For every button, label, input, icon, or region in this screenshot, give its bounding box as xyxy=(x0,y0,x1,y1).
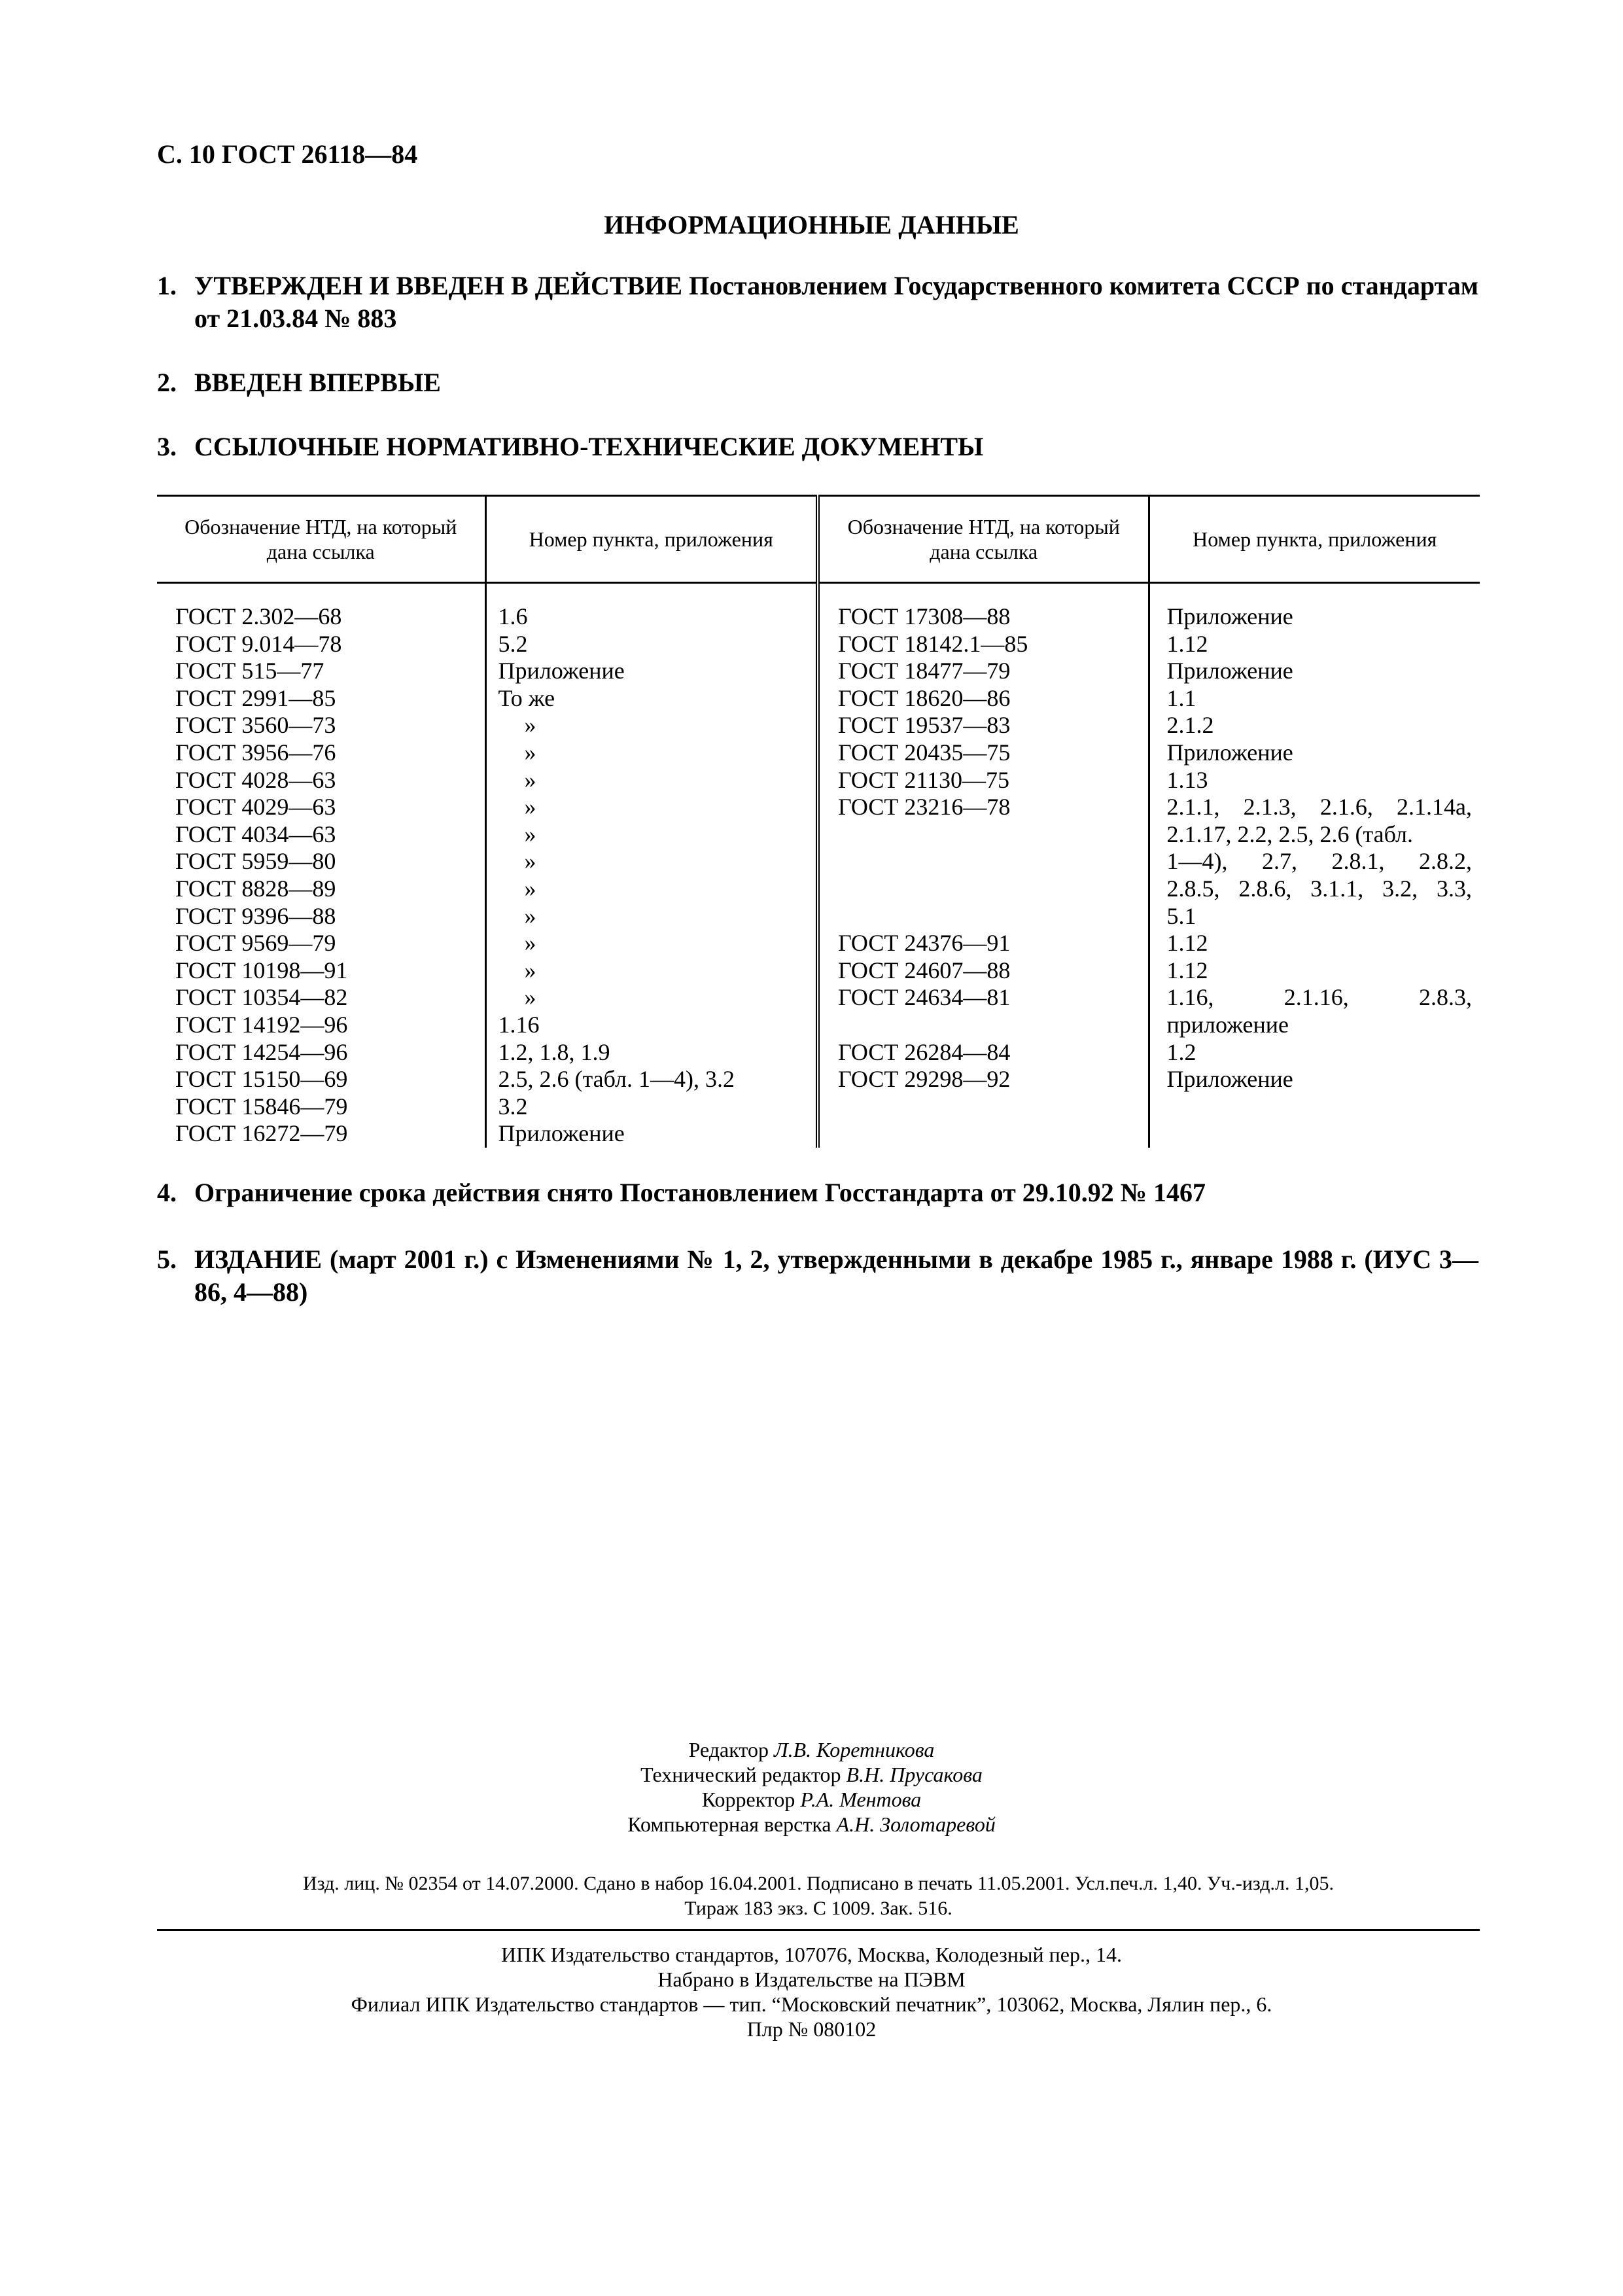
item-1 xyxy=(157,270,1478,335)
table-body-row xyxy=(157,583,1480,1148)
doc-designation: ГОСТ 29298—92 xyxy=(838,1066,1011,1093)
header-ref-right: Номер пункта, приложения xyxy=(1149,496,1480,583)
doc-designation: ГОСТ 3560—73 xyxy=(175,712,336,739)
doc-designation: ГОСТ 9396—88 xyxy=(175,902,336,929)
header-ref-left: Номер пункта, приложения xyxy=(485,496,818,583)
item-number: 5. xyxy=(157,1245,177,1274)
clause-reference: 2.1.17, 2.2, 2.5, 2.6 (табл. xyxy=(1166,821,1414,847)
credit-editor xyxy=(0,1737,1623,1762)
doc-designation: ГОСТ 14192—96 xyxy=(175,1011,348,1038)
left-ref-column xyxy=(485,583,818,1148)
right-doc-column xyxy=(818,583,1149,1148)
doc-designation: ГОСТ 18142.1—85 xyxy=(838,630,1028,657)
doc-designation: ГОСТ 18477—79 xyxy=(838,658,1011,684)
doc-designation: ГОСТ 24634—81 xyxy=(838,984,1011,1011)
doc-designation: ГОСТ 16272—79 xyxy=(175,1120,348,1147)
doc-designation: ГОСТ 5959—80 xyxy=(175,848,336,875)
doc-designation: ГОСТ 2.302—68 xyxy=(175,603,342,629)
item-text: УТВЕРЖДЕН И ВВЕДЕН В ДЕЙСТВИЕ Постановлением Государственного комитета СССР по стандартам от 21.03.84 № 883 xyxy=(194,271,1478,333)
clause-reference: 1.12 xyxy=(1166,630,1208,657)
clause-reference: Приложение xyxy=(1166,603,1293,629)
clause-reference: 1.16 xyxy=(498,1011,540,1038)
credit-corrector xyxy=(0,1787,1623,1812)
credit-name: А.Н. Золотаревой xyxy=(836,1812,996,1836)
clause-reference: 1—4), 2.7, 2.8.1, 2.8.2, xyxy=(1166,848,1472,875)
clause-reference: 2.1.1, 2.1.3, 2.1.6, 2.1.14а, xyxy=(1166,794,1472,821)
doc-designation: ГОСТ 24607—88 xyxy=(838,957,1011,983)
clause-reference: 2.1.2 xyxy=(1166,712,1214,739)
clause-reference: приложение xyxy=(1166,1011,1289,1038)
imprint-block xyxy=(157,1871,1480,1921)
credit-name: Л.В. Коретникова xyxy=(773,1738,935,1761)
publisher-line: Филиал ИПК Издательство стандартов — тип. “Московский печатник”, 103062, Москва, Лялин пер., 6. xyxy=(351,1992,1272,2016)
clause-reference: » xyxy=(524,984,536,1011)
clause-reference: » xyxy=(524,739,536,766)
doc-designation xyxy=(820,1093,1148,1121)
clause-reference: 2.8.5, 2.8.6, 3.1.1, 3.2, 3.3, xyxy=(1166,875,1472,902)
item-number: 2. xyxy=(157,368,177,397)
clause-reference: » xyxy=(524,930,536,957)
clause-reference: 1.2 xyxy=(1166,1038,1196,1065)
header-doc-right: Обозначение НТД, на который дана ссылка xyxy=(818,496,1149,583)
clause-reference: Приложение xyxy=(498,1120,625,1147)
clause-reference: 3.2 xyxy=(498,1093,528,1120)
clause-reference: То же xyxy=(498,684,555,711)
imprint-line: Тираж 183 экз. С 1009. Зак. 516. xyxy=(684,1898,952,1919)
clause-reference: » xyxy=(524,902,536,929)
doc-designation: ГОСТ 9.014—78 xyxy=(175,630,342,657)
doc-designation: ГОСТ 2991—85 xyxy=(175,684,336,711)
doc-designation xyxy=(820,821,1148,849)
clause-reference: » xyxy=(524,712,536,739)
reference-documents-table xyxy=(157,495,1480,1148)
clause-reference: » xyxy=(524,875,536,902)
header-doc-left: Обозначение НТД, на который дана ссылка xyxy=(157,496,485,583)
clause-reference: 1.2, 1.8, 1.9 xyxy=(498,1038,610,1065)
clause-reference: 2.5, 2.6 (табл. 1—4), 3.2 xyxy=(498,1066,735,1093)
doc-designation xyxy=(820,903,1148,930)
item-number: 4. xyxy=(157,1178,177,1207)
clause-reference xyxy=(1150,1093,1480,1121)
credit-role: Технический редактор xyxy=(640,1763,841,1786)
doc-designation: ГОСТ 4034—63 xyxy=(175,821,336,847)
left-doc-column xyxy=(157,583,485,1148)
doc-designation: ГОСТ 3956—76 xyxy=(175,739,336,766)
page-title: ИНФОРМАЦИОННЫЕ ДАННЫЕ xyxy=(604,210,1019,239)
clause-reference: » xyxy=(524,848,536,875)
doc-designation: ГОСТ 18620—86 xyxy=(838,684,1011,711)
clause-reference: 1.13 xyxy=(1166,766,1208,793)
clause-reference: 1.6 xyxy=(498,603,528,629)
clause-reference: Приложение xyxy=(1166,658,1293,684)
imprint-line: Изд. лиц. № 02354 от 14.07.2000. Сдано в набор 16.04.2001. Подписано в печать 11.05.2001. Усл.печ.л. 1,40. Уч.-изд.л. 1,05. xyxy=(303,1873,1334,1894)
doc-designation: ГОСТ 24376—91 xyxy=(838,930,1011,957)
publisher-block xyxy=(0,1942,1623,2041)
item-number: 3. xyxy=(157,432,177,461)
doc-designation: ГОСТ 515—77 xyxy=(175,658,324,684)
doc-designation: ГОСТ 17308—88 xyxy=(838,603,1011,629)
item-text: ВВЕДЕН ВПЕРВЫЕ xyxy=(194,368,441,397)
publisher-line: ИПК Издательство стандартов, 107076, Москва, Колодезный пер., 14. xyxy=(501,1943,1122,1966)
doc-designation: ГОСТ 4029—63 xyxy=(175,794,336,821)
doc-designation xyxy=(820,848,1148,875)
item-3 xyxy=(157,431,1478,463)
clause-reference: 1.12 xyxy=(1166,957,1208,983)
item-text: Ограничение срока действия снято Постановлением Госстандарта от 29.10.92 № 1467 xyxy=(194,1178,1206,1207)
doc-designation: ГОСТ 8828—89 xyxy=(175,875,336,902)
doc-designation: ГОСТ 26284—84 xyxy=(838,1038,1011,1065)
credit-role: Редактор xyxy=(688,1738,769,1761)
clause-reference: » xyxy=(524,794,536,821)
clause-reference: 1.12 xyxy=(1166,930,1208,957)
item-4 xyxy=(157,1176,1478,1209)
clause-reference: Приложение xyxy=(1166,1066,1293,1093)
clause-reference: Приложение xyxy=(498,658,625,684)
doc-designation: ГОСТ 15846—79 xyxy=(175,1093,348,1120)
credit-tech-editor xyxy=(0,1762,1623,1787)
doc-designation: ГОСТ 21130—75 xyxy=(838,766,1010,793)
doc-designation: ГОСТ 20435—75 xyxy=(838,739,1011,766)
credit-name: Р.А. Ментова xyxy=(800,1788,922,1811)
doc-designation: ГОСТ 4028—63 xyxy=(175,766,336,793)
clause-reference: 1.16, 2.1.16, 2.8.3, xyxy=(1166,984,1472,1011)
credit-name: В.Н. Прусакова xyxy=(846,1763,983,1786)
doc-designation: ГОСТ 23216—78 xyxy=(838,794,1011,821)
publisher-line: Набрано в Издательстве на ПЭВМ xyxy=(657,1968,966,1991)
clause-reference: » xyxy=(524,766,536,793)
clause-reference: » xyxy=(524,957,536,983)
clause-reference xyxy=(1150,1120,1480,1148)
doc-designation: ГОСТ 9569—79 xyxy=(175,930,336,957)
credits-block xyxy=(0,1737,1623,1837)
right-ref-column xyxy=(1149,583,1480,1148)
item-2 xyxy=(157,366,1478,399)
item-5 xyxy=(157,1243,1478,1309)
clause-reference: Приложение xyxy=(1166,739,1293,766)
credit-role: Корректор xyxy=(701,1788,795,1811)
item-text: ССЫЛОЧНЫЕ НОРМАТИВНО-ТЕХНИЧЕСКИЕ ДОКУМЕНТЫ xyxy=(194,432,984,461)
clause-reference: 5.2 xyxy=(498,630,528,657)
clause-reference: » xyxy=(524,821,536,847)
doc-designation xyxy=(820,1120,1148,1148)
doc-designation: ГОСТ 19537—83 xyxy=(838,712,1011,739)
item-text: ИЗДАНИЕ (март 2001 г.) с Изменениями № 1, 2, утвержденными в декабре 1985 г., январе 1988 г. (ИУС 3—86, 4—88) xyxy=(194,1245,1478,1307)
divider xyxy=(157,1929,1480,1931)
doc-designation xyxy=(820,875,1148,903)
doc-designation: ГОСТ 10198—91 xyxy=(175,957,348,983)
doc-designation xyxy=(820,1012,1148,1039)
page-header: С. 10 ГОСТ 26118—84 xyxy=(157,139,418,169)
doc-designation: ГОСТ 15150—69 xyxy=(175,1066,348,1093)
credit-role: Компьютерная верстка xyxy=(627,1812,831,1836)
doc-designation: ГОСТ 14254—96 xyxy=(175,1038,348,1065)
table-header-row xyxy=(157,496,1480,583)
doc-designation: ГОСТ 10354—82 xyxy=(175,984,348,1011)
clause-reference: 5.1 xyxy=(1166,902,1196,929)
clause-reference: 1.1 xyxy=(1166,684,1196,711)
credit-layout xyxy=(0,1812,1623,1837)
item-number: 1. xyxy=(157,271,177,300)
publisher-line: Плр № 080102 xyxy=(746,2017,877,2041)
